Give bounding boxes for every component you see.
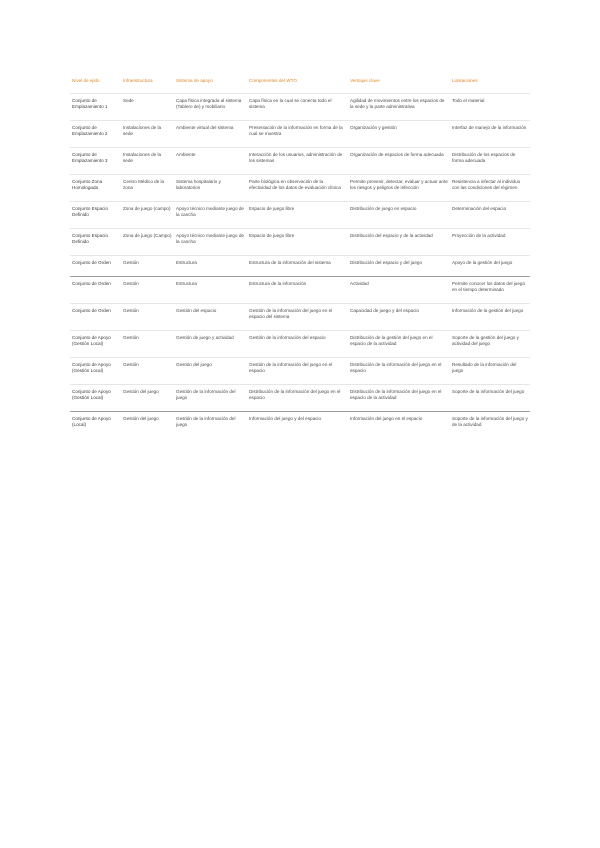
table-cell: Interacción de los usuarios, administración de los sistemas xyxy=(249,152,343,163)
table-row xyxy=(70,202,530,229)
table-cell: Conjunto de Orden xyxy=(72,260,111,265)
table-cell: Distribución de la información del juego en el espacio xyxy=(350,362,442,373)
table-row xyxy=(70,358,530,385)
table-cell: Apoyo técnico mediante juego de la cancha xyxy=(176,206,244,217)
table-cell: Gestión de la información del juego xyxy=(176,389,236,400)
table-row xyxy=(70,94,530,121)
table-cell: Gestión xyxy=(123,335,139,340)
table-cell: Capacidad de juego y del espacio xyxy=(350,308,419,313)
table-cell: Información del juego en el espacio xyxy=(350,416,423,421)
table-cell: Soporte de la gestión del juego y actividad del juego xyxy=(452,335,519,346)
table-cell: Conjunto de Apoyo (Gestión Local) xyxy=(72,362,111,373)
table-cell: Resultado de la información del juego xyxy=(452,362,517,373)
table-cell: Gestión del juego xyxy=(176,362,212,367)
table-cell: Conjunto de Orden xyxy=(72,308,111,313)
table-cell: Proyección de la actividad xyxy=(452,233,506,238)
table-cell: Apoyo de la gestión del juego xyxy=(452,260,513,265)
table-cell: Espacio de juego libre xyxy=(249,206,295,211)
table-cell: Sistema hospitalario y laboratorios xyxy=(176,179,221,190)
header-cell: Nivel de ejido xyxy=(72,78,100,83)
table-row xyxy=(70,412,530,439)
table-cell: Conjunto Espacio Definido xyxy=(72,233,109,244)
table-cell: Distribución de juego en espacio xyxy=(350,206,417,211)
table-cell: Distribución del espacio y del juego xyxy=(350,260,423,265)
table-cell: Gestión xyxy=(123,308,139,313)
table-cell: Permite conocer los datos del juego en el tiempo determinado xyxy=(452,281,526,292)
table-cell: Ambiente xyxy=(176,152,196,157)
table-cell: Estructura xyxy=(176,260,197,265)
table-cell: Ambiente virtual del sistema xyxy=(176,125,234,130)
header-cell: Componentes del WTO xyxy=(249,78,297,83)
table-cell: Gestión de la información del espacio xyxy=(249,335,326,340)
table-cell: Gestión xyxy=(123,260,139,265)
table-cell: Centro Médico de la zona xyxy=(123,179,165,190)
table-cell: Conjunto de Emplazamiento 2 xyxy=(72,125,108,136)
table-cell: Gestión xyxy=(123,362,139,367)
table-row xyxy=(70,277,530,304)
document-page xyxy=(70,74,530,438)
table-cell: Conjunto de Emplazamiento 3 xyxy=(72,152,108,163)
table-row xyxy=(70,229,530,256)
table-cell: Capa física integrada al sistema (Tablero de) y mobiliario xyxy=(176,98,242,109)
table-cell: Resistencia a infectar al individuo con las condiciones del régimen xyxy=(452,179,521,190)
table-cell: Estructura de la información del sistema xyxy=(249,260,331,265)
table-row xyxy=(70,175,530,202)
table-cell: Capa física en la cual se conecta todo el sistema xyxy=(249,98,332,109)
table-cell: Conjunto de Apoyo (Gestión Local) xyxy=(72,335,111,346)
table-row xyxy=(70,121,530,148)
table-cell: Conjunto Espacio Definido xyxy=(72,206,109,217)
table-row xyxy=(70,148,530,175)
table-cell: Permite prevenir, detectar, evaluar y actuar ante los riesgos y peligros de infección xyxy=(350,179,448,190)
table-cell: Estructura de la información xyxy=(249,281,307,286)
table-cell: Conjunto de Apoyo (Gestión Local) xyxy=(72,389,111,400)
table-cell: Gestión del juego xyxy=(123,416,159,421)
table-cell: Gestión de juego y actividad xyxy=(176,335,234,340)
table-cell: Distribución del espacio y de la actividad xyxy=(350,233,433,238)
table-cell: Conjunto de Emplazamiento 1 xyxy=(72,98,108,109)
table-cell: Zona de juego (campo) xyxy=(123,206,171,211)
table-cell: Determinación del espacio xyxy=(452,206,507,211)
table-cell: Distribución de la información del juego en el espacio de la actividad xyxy=(350,389,442,400)
table-cell: Organización de espacios de forma adecuada xyxy=(350,152,444,157)
table-row xyxy=(70,304,530,331)
table-header-row xyxy=(70,74,530,94)
table-cell: Todo el material xyxy=(452,98,485,103)
table-cell: Estructura xyxy=(176,281,197,286)
table-cell: Instalaciones de la sede xyxy=(123,152,162,163)
table-cell: Parte biológica en observación de la efectividad de los datos de evaluación clínica xyxy=(249,179,341,190)
table-cell: Información del juego y del espacio xyxy=(249,416,322,421)
header-cell: Limitaciones xyxy=(452,78,478,83)
table-cell: Gestión de la información del juego en el espacio xyxy=(249,362,333,373)
table-cell: Gestión de la información del juego xyxy=(176,416,236,427)
table-cell: Actividad xyxy=(350,281,369,286)
table-row xyxy=(70,256,530,277)
header-cell: Infraestructura xyxy=(123,78,153,83)
table-cell: Organización y gestión xyxy=(350,125,397,130)
table-row xyxy=(70,331,530,358)
table-cell: Conjunto de Orden xyxy=(72,281,111,286)
table-cell: Distribución de la información del juego en el espacio xyxy=(249,389,341,400)
table-cell: Gestión del juego xyxy=(123,389,159,394)
table-cell: Gestión del espacio xyxy=(176,308,217,313)
table-body xyxy=(70,94,530,439)
header-cell: Ventajas clave xyxy=(350,78,380,83)
table-cell: Soporte de la información del juego y de la actividad xyxy=(452,416,528,427)
table-row xyxy=(70,385,530,412)
table-cell: Interfaz de manejo de la información xyxy=(452,125,527,130)
table-cell: Zona de juego (Campo) xyxy=(123,233,172,238)
table-cell: Gestión xyxy=(123,281,139,286)
table-cell: Agilidad de movimientos entre los espacios de la sede y la parte administrativa xyxy=(350,98,445,109)
table-cell: Conjunto Zona Homologada xyxy=(72,179,103,190)
table-cell: Distribución de la gestión del juego en el espacio de la actividad xyxy=(350,335,433,346)
table-cell: Información de la gestión del juego xyxy=(452,308,524,313)
header-cell: Sistema de apoyo xyxy=(176,78,213,83)
table-cell: Soporte de la información del juego xyxy=(452,389,525,394)
table-cell: Sede xyxy=(123,98,134,103)
table-cell: Gestión de la información del juego en el espacio del sistema xyxy=(249,308,333,319)
table-cell: Distribución de los espacios de forma adecuada xyxy=(452,152,516,163)
table-cell: Conjunto de Apoyo (Local) xyxy=(72,416,111,427)
table-cell: Apoyo técnico mediante juego de la cancha xyxy=(176,233,244,244)
comparison-table xyxy=(70,74,530,438)
table-cell: Presentación de la información en forma de la cual se muestra xyxy=(249,125,343,136)
table-cell: Instalaciones de la sede xyxy=(123,125,162,136)
table-cell: Espacio de juego libre xyxy=(249,233,295,238)
